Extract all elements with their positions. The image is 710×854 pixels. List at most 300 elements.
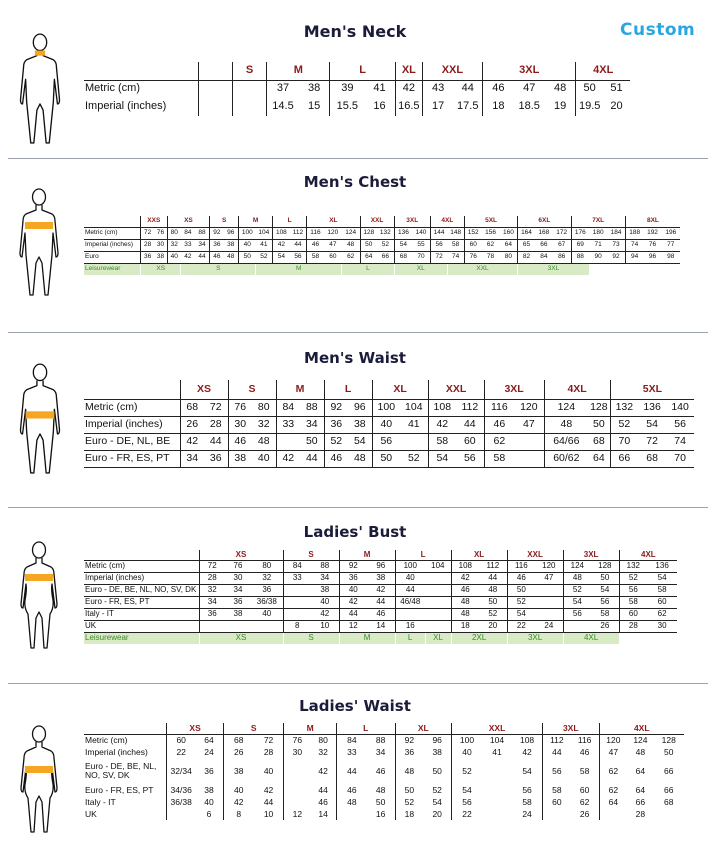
size-header-xl: XL xyxy=(372,380,428,399)
size-header-xs: XS xyxy=(199,550,283,560)
table-cell: 28 xyxy=(635,808,646,819)
table-cell: 72 xyxy=(204,399,228,416)
table-cell xyxy=(654,808,684,820)
table-cell: 64 xyxy=(360,251,377,263)
table-cell: 38 xyxy=(224,239,239,251)
table-cell: 15 xyxy=(308,100,321,112)
table-cell: 38 xyxy=(311,584,339,596)
table-row xyxy=(84,808,684,820)
table-cell: 76 xyxy=(643,239,661,251)
table-cell: 34/36 xyxy=(167,784,195,796)
table-cell: 128 xyxy=(360,227,377,239)
table-cell: 62 xyxy=(579,796,590,807)
table-cell xyxy=(199,620,225,632)
table-cell: 58 xyxy=(542,784,570,796)
leisurewear-size: L xyxy=(395,632,425,644)
row-label: UK xyxy=(85,808,97,819)
table-cell: 70 xyxy=(666,450,694,467)
size-header-s: S xyxy=(210,216,239,227)
table-cell: 30 xyxy=(225,572,251,584)
size-header-s: S xyxy=(232,62,266,80)
mens-waist-table xyxy=(84,380,694,468)
table-cell: 124 xyxy=(544,399,588,416)
table-cell: 92 xyxy=(395,734,423,746)
table-cell: 30 xyxy=(228,416,252,433)
table-cell: 184 xyxy=(607,227,625,239)
ladies-waist-table xyxy=(84,723,684,820)
table-cell: 56 xyxy=(619,584,647,596)
size-header-8xl: 8XL xyxy=(625,216,680,227)
table-cell: 54 xyxy=(591,584,619,596)
table-cell: 56 xyxy=(591,596,619,608)
size-header-xs: XS xyxy=(180,380,228,399)
table-cell: 64 xyxy=(635,765,646,776)
table-cell: 94 xyxy=(625,251,643,263)
table-cell: 47 xyxy=(535,572,563,584)
table-cell: 52 xyxy=(256,251,273,263)
table-cell xyxy=(336,808,366,820)
row-label: Metric (cm) xyxy=(84,734,167,746)
table-cell: 34 xyxy=(225,584,251,596)
table-cell: 62 xyxy=(599,784,627,796)
table-cell: 44 xyxy=(339,608,367,620)
table-cell: 47 xyxy=(599,746,627,758)
table-cell: 48 xyxy=(375,784,386,795)
table-cell: 112 xyxy=(479,560,507,572)
table-cell: 48 xyxy=(451,608,479,620)
table-cell: 42 xyxy=(522,746,532,757)
table-cell: 26 xyxy=(180,416,204,433)
table-cell: 48 xyxy=(348,450,372,467)
table-cell: 50 xyxy=(372,450,400,467)
table-cell: 6 xyxy=(206,808,212,819)
table-cell: 33 xyxy=(283,572,311,584)
table-cell: 32/34 xyxy=(167,758,195,784)
table-cell: 32 xyxy=(318,746,328,757)
table-cell: 46 xyxy=(375,765,386,776)
table-cell: 68 xyxy=(394,251,412,263)
table-cell: 188 xyxy=(625,227,643,239)
table-cell: 104 xyxy=(256,227,273,239)
size-header-4xl: 4XL xyxy=(544,380,610,399)
size-header-xxl: XXL xyxy=(422,62,482,80)
table-cell: 62 xyxy=(484,433,514,450)
table-cell: 196 xyxy=(662,227,680,239)
table-cell: 56 xyxy=(542,758,570,784)
table-row xyxy=(84,596,677,608)
table-cell: 42 xyxy=(451,572,479,584)
table-cell: 72 xyxy=(199,560,225,572)
table-cell: 42 xyxy=(276,450,300,467)
table-cell: 88 xyxy=(195,227,210,239)
table-cell: 64 xyxy=(195,734,223,746)
table-cell: 76 xyxy=(228,399,252,416)
table-cell: 44 xyxy=(204,433,228,450)
table-cell: 100 xyxy=(239,227,256,239)
table-cell: 46 xyxy=(318,796,328,807)
table-cell: 42 xyxy=(318,765,328,776)
mens-neck-title: Men's Neck xyxy=(303,22,407,41)
table-row xyxy=(84,734,684,746)
table-cell: 58 xyxy=(647,584,677,596)
mens-chest-table xyxy=(84,216,680,275)
size-header-3xl: 3XL xyxy=(483,62,576,80)
table-cell: 86 xyxy=(553,251,571,263)
row-label: Italy - IT xyxy=(84,608,199,620)
table-cell: 47 xyxy=(514,416,544,433)
leisurewear-size: 3XL xyxy=(507,632,563,644)
leisurewear-label: Leisurewear xyxy=(84,632,199,644)
table-cell: 46 xyxy=(324,450,348,467)
table-cell: 40 xyxy=(167,251,181,263)
row-label: Metric (cm) xyxy=(84,80,198,97)
table-cell: 46 xyxy=(579,746,590,757)
table-cell: 84 xyxy=(276,399,300,416)
table-cell: 124 xyxy=(342,227,360,239)
table-cell: 58 xyxy=(579,765,590,776)
size-header-xxl: XXL xyxy=(452,723,543,734)
table-cell: 36 xyxy=(210,239,224,251)
table-cell: 42 xyxy=(367,584,395,596)
table-cell: 108 xyxy=(273,227,290,239)
leisurewear-size: XS xyxy=(140,263,180,275)
table-cell: 42 xyxy=(181,251,195,263)
table-cell: 128 xyxy=(591,560,619,572)
table-cell: 92 xyxy=(607,251,625,263)
table-cell: 48 xyxy=(342,239,360,251)
table-cell: 36 xyxy=(251,584,283,596)
table-cell: 48 xyxy=(544,416,588,433)
row-label: Euro - FR, ES, PT xyxy=(84,450,180,467)
table-cell: 62 xyxy=(599,758,627,784)
table-cell: 33 xyxy=(336,746,366,758)
chest-highlight xyxy=(25,222,53,229)
table-cell: 56 xyxy=(290,251,307,263)
table-cell: 128 xyxy=(588,399,610,416)
table-cell xyxy=(276,433,300,450)
table-cell: 80 xyxy=(310,734,336,746)
table-cell: 72 xyxy=(254,734,284,746)
size-header-xs: XS xyxy=(167,723,224,734)
table-cell: 54 xyxy=(394,239,412,251)
table-cell: 42 xyxy=(311,608,339,620)
section-divider xyxy=(8,683,708,684)
leisurewear-size: 4XL xyxy=(563,632,619,644)
mens-neck-table xyxy=(84,62,630,116)
size-header-6xl: 6XL xyxy=(518,216,571,227)
table-cell: 52 xyxy=(377,239,394,251)
table-cell: 164 xyxy=(518,227,535,239)
row-label: Imperial (inches) xyxy=(84,416,180,433)
table-cell: 52 xyxy=(479,608,507,620)
table-cell: 120 xyxy=(599,734,627,746)
male-figure-icon xyxy=(14,185,64,297)
table-cell: 72 xyxy=(140,227,154,239)
table-cell: 116 xyxy=(571,734,599,746)
table-cell: 41 xyxy=(400,416,428,433)
table-cell: 46 xyxy=(483,80,514,97)
table-cell: 90 xyxy=(589,251,607,263)
table-cell: 42 xyxy=(223,796,253,808)
table-cell: 60 xyxy=(324,251,342,263)
table-cell: 88 xyxy=(571,251,589,263)
table-cell: 40 xyxy=(252,450,276,467)
table-cell: 72 xyxy=(430,251,447,263)
table-cell: 48 xyxy=(336,796,366,808)
table-cell: 44 xyxy=(300,450,324,467)
table-cell: 46 xyxy=(228,433,252,450)
table-cell: 40 xyxy=(223,784,253,796)
table-cell: 26 xyxy=(591,620,619,632)
table-cell: 54 xyxy=(273,251,290,263)
table-cell: 74 xyxy=(666,433,694,450)
table-cell: 41 xyxy=(492,746,502,757)
table-cell: 52 xyxy=(619,572,647,584)
table-cell: 58 xyxy=(307,251,324,263)
table-cell: 52 xyxy=(432,784,442,795)
table-cell: 32 xyxy=(167,239,181,251)
neck-highlight xyxy=(35,51,45,56)
table-cell: 36/38 xyxy=(167,796,195,808)
section-divider xyxy=(8,507,708,508)
table-cell: 46 xyxy=(336,784,366,796)
table-cell: 180 xyxy=(589,227,607,239)
size-header-4xl: 4XL xyxy=(430,216,464,227)
table-cell: 18 xyxy=(395,808,423,820)
size-header-xl: XL xyxy=(395,62,422,80)
table-cell: 36 xyxy=(199,608,225,620)
size-header-m: M xyxy=(339,550,395,560)
table-cell xyxy=(225,620,251,632)
table-cell: 36 xyxy=(204,765,214,776)
table-cell xyxy=(482,808,512,820)
leisurewear-size: L xyxy=(342,263,394,275)
table-cell: 51 xyxy=(603,80,630,97)
table-cell: 42 xyxy=(273,239,290,251)
table-cell: 38 xyxy=(204,784,214,795)
table-row xyxy=(84,80,630,97)
waist-highlight xyxy=(26,411,55,418)
section-divider xyxy=(8,158,708,159)
leisurewear-size: XL xyxy=(394,263,447,275)
table-cell: 108 xyxy=(512,734,542,746)
table-cell: 52 xyxy=(563,584,591,596)
size-header-3xl: 3XL xyxy=(542,723,599,734)
size-header-s: S xyxy=(228,380,276,399)
table-cell: 56 xyxy=(563,608,591,620)
table-cell: 52 xyxy=(507,596,535,608)
table-cell: 15.5 xyxy=(330,97,364,116)
table-cell: 56 xyxy=(452,796,482,808)
table-cell: 38 xyxy=(154,251,167,263)
table-cell: 30 xyxy=(284,746,310,758)
size-header-l: L xyxy=(336,723,395,734)
table-cell: 41 xyxy=(364,80,395,97)
ladies-bust-title: Ladies' Bust xyxy=(303,523,407,541)
table-cell: 36 xyxy=(225,596,251,608)
table-cell: 19.5 xyxy=(576,97,603,116)
table-cell: 20 xyxy=(479,620,507,632)
table-cell: 14 xyxy=(367,620,395,632)
size-header-5xl: 5XL xyxy=(610,380,694,399)
table-cell: 38 xyxy=(228,450,252,467)
table-cell: 46 xyxy=(507,572,535,584)
table-cell: 136 xyxy=(647,560,677,572)
table-cell: 58 xyxy=(484,450,514,467)
table-cell: 14.5 xyxy=(267,97,299,116)
ladies-waist-title: Ladies' Waist xyxy=(299,697,411,715)
table-cell: 60 xyxy=(167,734,195,746)
table-cell: 66 xyxy=(664,784,674,795)
table-cell: 98 xyxy=(662,251,680,263)
table-cell: 16 xyxy=(373,100,386,112)
table-cell: 16.5 xyxy=(395,97,422,116)
table-cell: 60/62 xyxy=(544,450,588,467)
table-cell: 54 xyxy=(348,433,372,450)
table-cell: 152 xyxy=(464,227,481,239)
leisurewear-size: XS xyxy=(199,632,283,644)
size-header-xxl: XXL xyxy=(360,216,394,227)
table-cell: 68 xyxy=(588,433,610,450)
table-cell: 54 xyxy=(432,796,442,807)
table-cell: 96 xyxy=(348,399,372,416)
table-row xyxy=(84,608,677,620)
table-cell: 112 xyxy=(290,227,307,239)
table-cell: 62 xyxy=(647,608,677,620)
mens-waist-title: Men's Waist xyxy=(304,349,406,367)
table-cell: 17 xyxy=(422,97,453,116)
table-cell: 72 xyxy=(638,433,666,450)
female-figure-icon xyxy=(14,538,64,650)
table-cell xyxy=(563,620,591,632)
table-cell: 44 xyxy=(453,80,482,97)
table-cell: 48 xyxy=(395,758,423,784)
table-cell xyxy=(535,596,563,608)
table-cell: 70 xyxy=(412,251,430,263)
table-cell: 24 xyxy=(522,808,532,819)
table-cell: 46 xyxy=(484,416,514,433)
row-label: Italy - IT xyxy=(85,796,116,807)
table-cell: 48 xyxy=(563,572,591,584)
size-header-m: M xyxy=(267,62,330,80)
table-cell: 92 xyxy=(339,560,367,572)
table-cell: 58 xyxy=(522,796,532,807)
table-cell: 69 xyxy=(571,239,589,251)
mens-chest-title: Men's Chest xyxy=(303,173,407,191)
table-cell xyxy=(284,784,310,796)
table-cell: 58 xyxy=(619,596,647,608)
table-cell xyxy=(283,584,311,596)
row-label: Euro - FR, ES, PT xyxy=(84,596,199,608)
size-header-l: L xyxy=(395,550,451,560)
table-cell: 24 xyxy=(535,620,563,632)
table-cell: 124 xyxy=(627,734,653,746)
table-cell: 96 xyxy=(367,560,395,572)
table-cell: 60 xyxy=(619,608,647,620)
table-cell: 96 xyxy=(643,251,661,263)
table-row xyxy=(84,584,677,596)
table-row xyxy=(84,433,694,450)
table-cell: 168 xyxy=(535,227,553,239)
size-header-s: S xyxy=(283,550,339,560)
table-cell xyxy=(599,808,627,820)
table-cell: 46 xyxy=(367,608,395,620)
table-cell: 16 xyxy=(375,808,386,819)
table-cell: 8 xyxy=(223,808,253,820)
table-row xyxy=(84,784,684,796)
table-cell: 56 xyxy=(430,239,447,251)
table-cell: 38 xyxy=(223,758,253,784)
table-row xyxy=(84,251,680,263)
table-cell: 28 xyxy=(619,620,647,632)
size-header-m: M xyxy=(276,380,324,399)
leisurewear-row xyxy=(84,263,680,275)
table-cell xyxy=(535,584,563,596)
table-cell: 42 xyxy=(180,433,204,450)
table-cell xyxy=(425,596,451,608)
leisurewear-size: S xyxy=(181,263,256,275)
table-cell: 40 xyxy=(204,796,214,807)
table-cell: 136 xyxy=(638,399,666,416)
table-cell: 40 xyxy=(452,746,482,758)
row-label: Imperial (inches) xyxy=(84,239,140,251)
table-cell: 32 xyxy=(199,584,225,596)
table-cell: 26 xyxy=(579,808,590,819)
table-cell: 176 xyxy=(571,227,589,239)
table-cell: 34 xyxy=(375,746,386,757)
table-cell: 108 xyxy=(451,560,479,572)
table-cell: 66 xyxy=(377,251,394,263)
table-cell: 38 xyxy=(299,80,330,97)
table-cell: 100 xyxy=(395,560,425,572)
table-cell: 88 xyxy=(311,560,339,572)
size-header-xxl: XXL xyxy=(507,550,563,560)
table-cell: 74 xyxy=(447,251,464,263)
table-cell xyxy=(514,433,544,450)
table-cell: 58 xyxy=(591,608,619,620)
table-cell: 44 xyxy=(367,596,395,608)
table-cell xyxy=(198,97,232,116)
table-row xyxy=(84,227,680,239)
table-cell: 64 xyxy=(599,796,627,808)
table-cell: 54 xyxy=(428,450,456,467)
table-cell: 46 xyxy=(307,239,324,251)
table-cell: 40 xyxy=(263,765,274,776)
table-cell xyxy=(425,608,451,620)
row-label: Euro xyxy=(84,251,140,263)
table-cell: 54 xyxy=(563,596,591,608)
table-cell: 64/66 xyxy=(544,433,588,450)
table-cell: 34 xyxy=(199,596,225,608)
table-cell xyxy=(542,808,570,820)
table-cell: 52 xyxy=(395,796,423,808)
table-cell xyxy=(395,608,425,620)
table-cell: 36 xyxy=(204,450,228,467)
table-cell: 46/48 xyxy=(395,596,425,608)
table-cell: 50 xyxy=(588,416,610,433)
table-cell: 50 xyxy=(375,796,386,807)
table-cell: 38 xyxy=(225,608,251,620)
table-cell: 40 xyxy=(239,239,256,251)
table-cell: 104 xyxy=(400,399,428,416)
table-cell: 12 xyxy=(339,620,367,632)
table-cell: 60 xyxy=(579,784,590,795)
leisurewear-size: XL xyxy=(425,632,451,644)
size-header-l: L xyxy=(330,62,395,80)
table-cell: 44 xyxy=(290,239,307,251)
table-row xyxy=(84,758,684,784)
table-cell: 46 xyxy=(451,584,479,596)
